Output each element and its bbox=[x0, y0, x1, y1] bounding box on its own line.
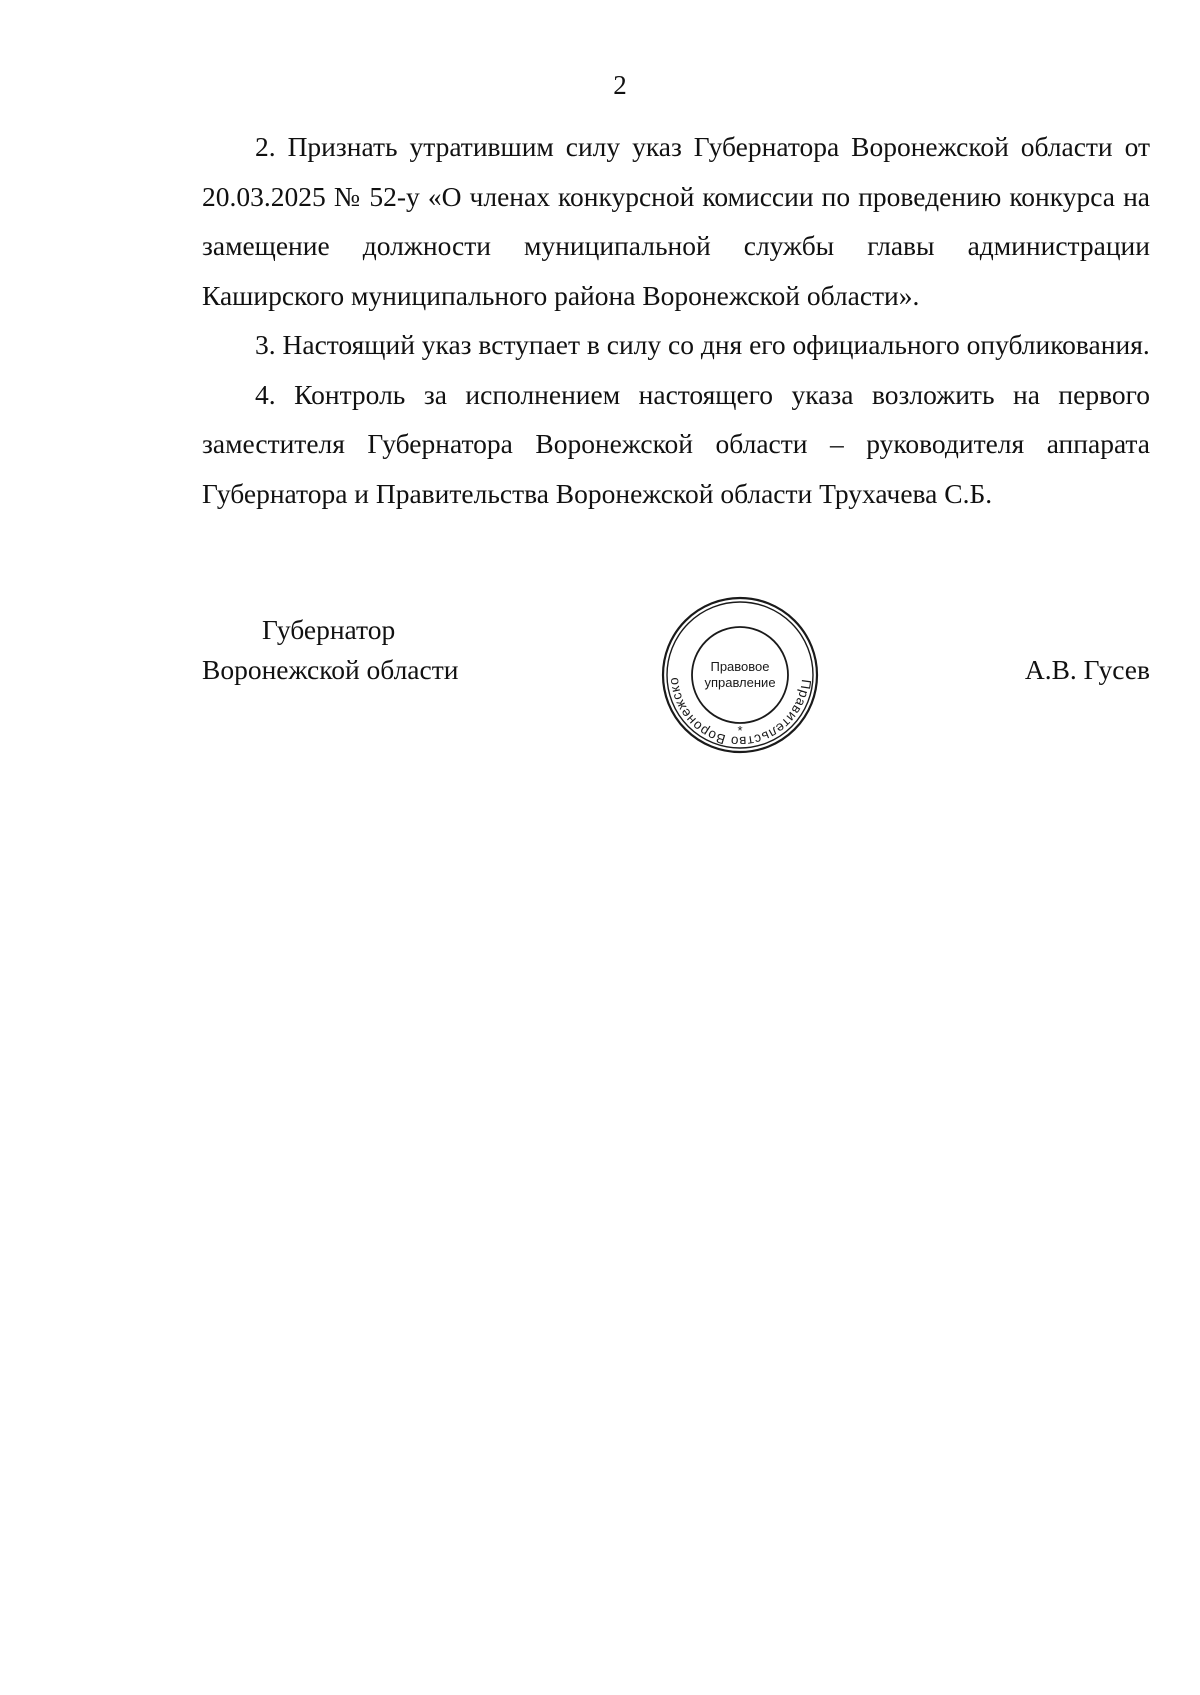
signatory-position-line2: Воронежской области bbox=[202, 654, 459, 685]
signatory-position bbox=[202, 610, 458, 690]
stamp-seal-icon bbox=[660, 595, 820, 755]
page-number: 2 bbox=[613, 70, 627, 100]
stamp-inner-line1: Правовое bbox=[710, 659, 770, 674]
stamp-outer-text: Правительство Воронежско bbox=[665, 676, 814, 750]
official-stamp bbox=[660, 595, 820, 755]
paragraph-4: 4. Контроль за исполнением настоящего указа возложить на первого заместителя Губернатора Воронежской области – руководителя аппарата Губернатора и Правительства Воронежской области Трухачева С.Б. bbox=[202, 378, 1150, 509]
stamp-inner-line2: управление bbox=[704, 675, 776, 690]
paragraph-2: 2. Признать утратившим силу указ Губернатора Воронежской области от 20.03.2025 № 52-у «О членах конкурсной комиссии по проведению конкурса на замещение должности муниципальной службы главы администрации Каширского муниципального района Воронежской области». bbox=[202, 131, 1150, 311]
paragraph-3: 3. Настоящий указ вступает в силу со дня его официального опубликования. bbox=[255, 329, 1150, 360]
signatory-position-line1: Губернатор bbox=[262, 614, 396, 645]
document-body bbox=[202, 122, 1150, 518]
signatory-name: А.В. Гусев bbox=[1024, 654, 1150, 685]
stamp-star: * bbox=[737, 723, 743, 738]
